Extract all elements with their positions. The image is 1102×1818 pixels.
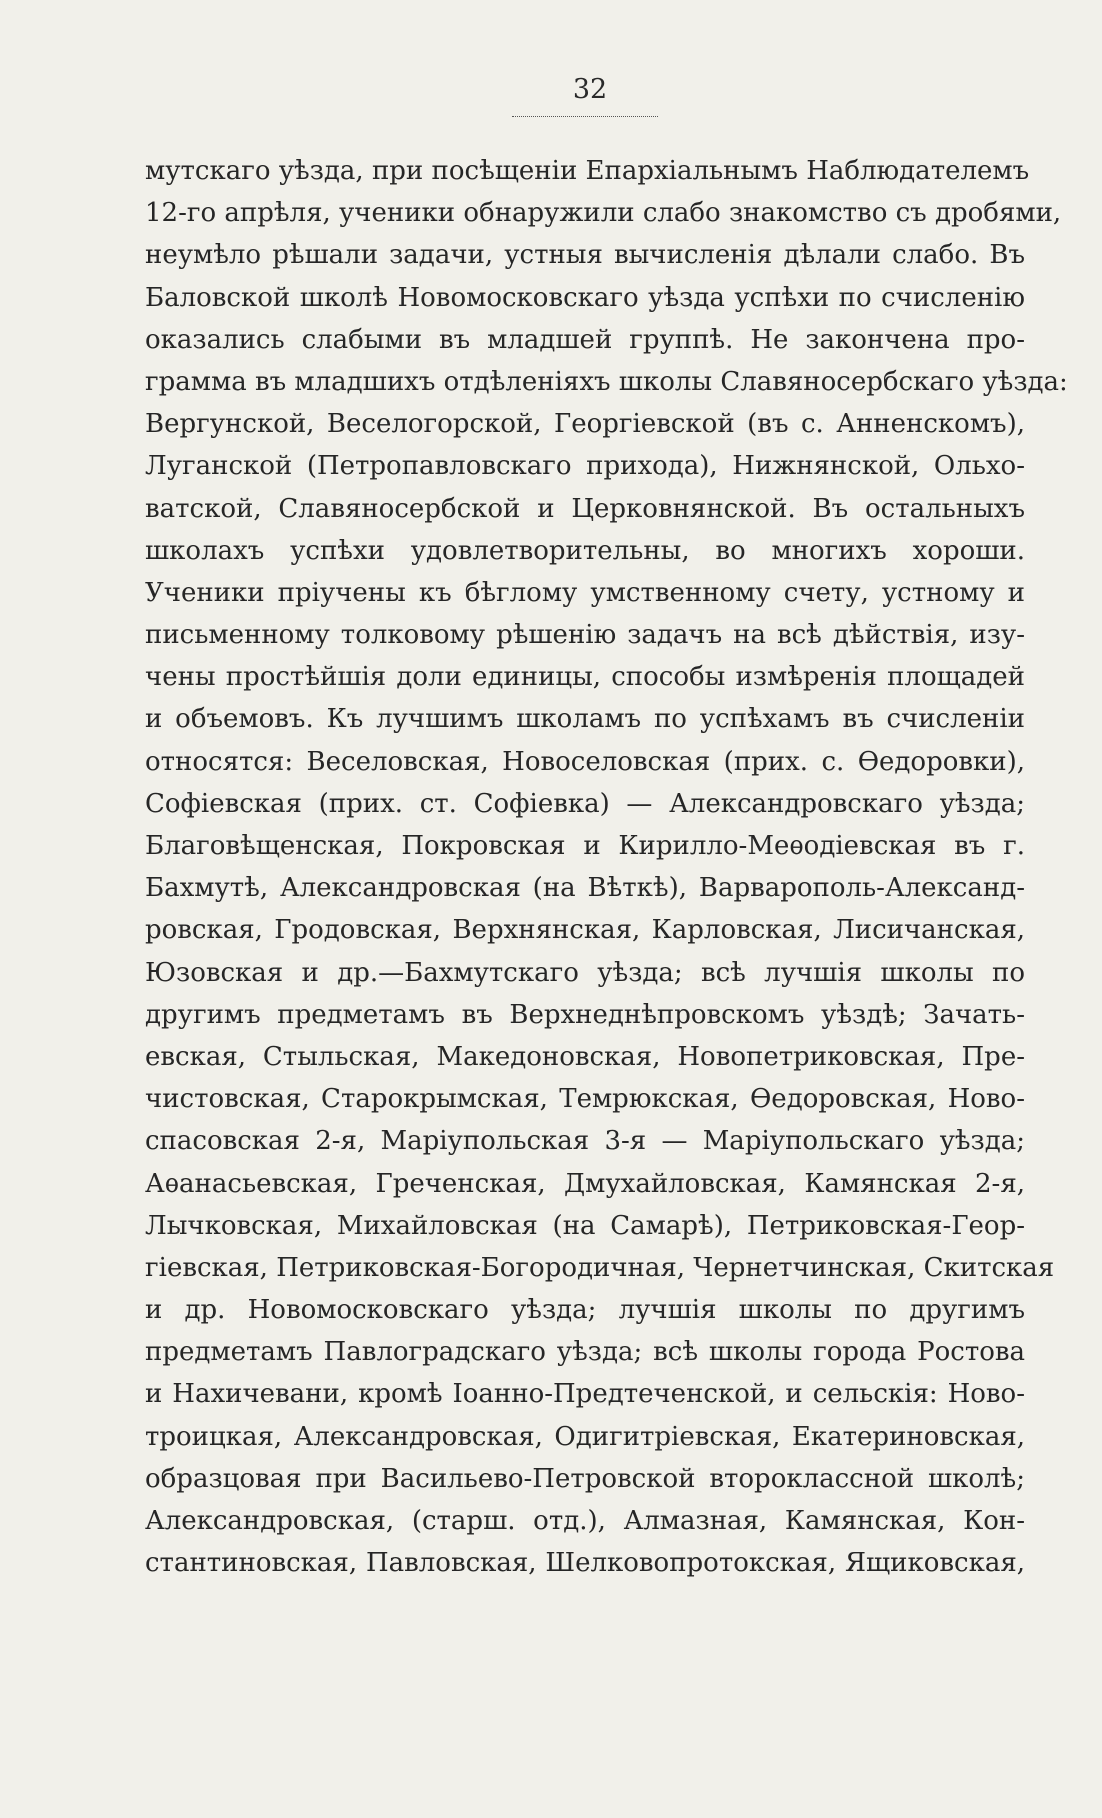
text-line: образцовая при Васильево-Петровской второклассной школѣ; (145, 1463, 1025, 1494)
text-line: школахъ успѣхи удовлетворительны, во многихъ хороши. (145, 535, 1025, 566)
text-line: оказались слабыми въ младшей группѣ. Не закончена про- (145, 324, 1025, 355)
text-line: письменному толковому рѣшенію задачъ на всѣ дѣйствія, изу- (145, 620, 1025, 651)
text-line: 12-го апрѣля, ученики обнаружили слабо знакомство съ дробями, (145, 198, 1062, 229)
text-line: троицкая, Александровская, Одигитріевская, Екатериновская, (145, 1421, 1025, 1452)
text-line: гіевская, Петриковская-Богородичная, Чернетчинская, Скитская (145, 1252, 1055, 1283)
text-line: чены простѣйшія доли единицы, способы измѣренія площадей (145, 662, 1025, 693)
header-rule (512, 116, 658, 117)
text-line: Вергунской, Веселогорской, Георгіевской (въ с. Анненскомъ), (145, 409, 1025, 440)
text-line: Софіевская (прих. ст. Софіевка) — Александровскаго уѣзда; (145, 788, 1025, 819)
text-line: Александровская, (старш. отд.), Алмазная, Камянская, Кон- (145, 1506, 1025, 1536)
text-line: Луганской (Петропавловскаго прихода), Нижнянской, Ольхо- (145, 451, 1025, 482)
text-line: Аѳанасьевская, Греченская, Дмухайловская, Камянская 2-я, (145, 1168, 1025, 1199)
text-line: грамма въ младшихъ отдѣленіяхъ школы Славяносербскаго уѣзда: (145, 366, 1068, 397)
text-line: чистовская, Старокрымская, Темрюкская, Ѳедоровская, Ново- (145, 1084, 1025, 1115)
text-line: спасовская 2-я, Маріупольская 3-я — Маріупольскаго уѣзда; (145, 1126, 1025, 1157)
text-line: и др. Новомосковскаго уѣзда; лучшія школы по другимъ (145, 1295, 1025, 1326)
text-line: евская, Стыльская, Македоновская, Новопетриковская, Пре- (145, 1041, 1025, 1072)
page-number: 32 (572, 74, 608, 105)
text-line: Ученики пріучены къ бѣглому умственному счету, устному и (145, 577, 1025, 608)
text-line: Лычковская, Михайловская (на Самарѣ), Петриковская-Геор- (145, 1210, 1025, 1241)
text-line: мутскаго уѣзда, при посѣщеніи Епархіальнымъ Наблюдателемъ (145, 156, 1030, 186)
body-text (145, 150, 1068, 1584)
text-line: относятся: Веселовская, Новоселовская (прих. с. Ѳедоровки), (145, 746, 1025, 777)
text-line: стантиновская, Павловская, Шелковопротокская, Ящиковская, (145, 1548, 1025, 1579)
text-line: и объемовъ. Къ лучшимъ школамъ по успѣхамъ въ счисленіи (145, 704, 1025, 735)
text-line: ровская, Гродовская, Верхнянская, Карловская, Лисичанская, (145, 915, 1025, 946)
text-line: другимъ предметамъ въ Верхнеднѣпровскомъ уѣздѣ; Зачать- (145, 999, 1025, 1030)
text-line: Юзовская и др.—Бахмутскаго уѣзда; всѣ лучшія школы по (145, 957, 1025, 988)
text-line: и Нахичевани, кромѣ Іоанно-Предтеченской, и сельскія: Ново- (145, 1379, 1025, 1410)
text-line: ватской, Славяносербской и Церковнянской. Въ остальныхъ (145, 493, 1025, 524)
text-line: Благовѣщенская, Покровская и Кирилло-Меѳодіевская въ г. (145, 831, 1025, 861)
text-line: неумѣло рѣшали задачи, устныя вычисленія дѣлали слабо. Въ (145, 240, 1025, 271)
text-line: Баловской школѣ Новомосковскаго уѣзда успѣхи по счисленію (145, 282, 1025, 313)
text-line: предметамъ Павлоградскаго уѣзда; всѣ школы города Ростова (145, 1337, 1025, 1368)
text-line: Бахмутѣ, Александровская (на Вѣткѣ), Варварополь-Александ- (145, 873, 1025, 904)
